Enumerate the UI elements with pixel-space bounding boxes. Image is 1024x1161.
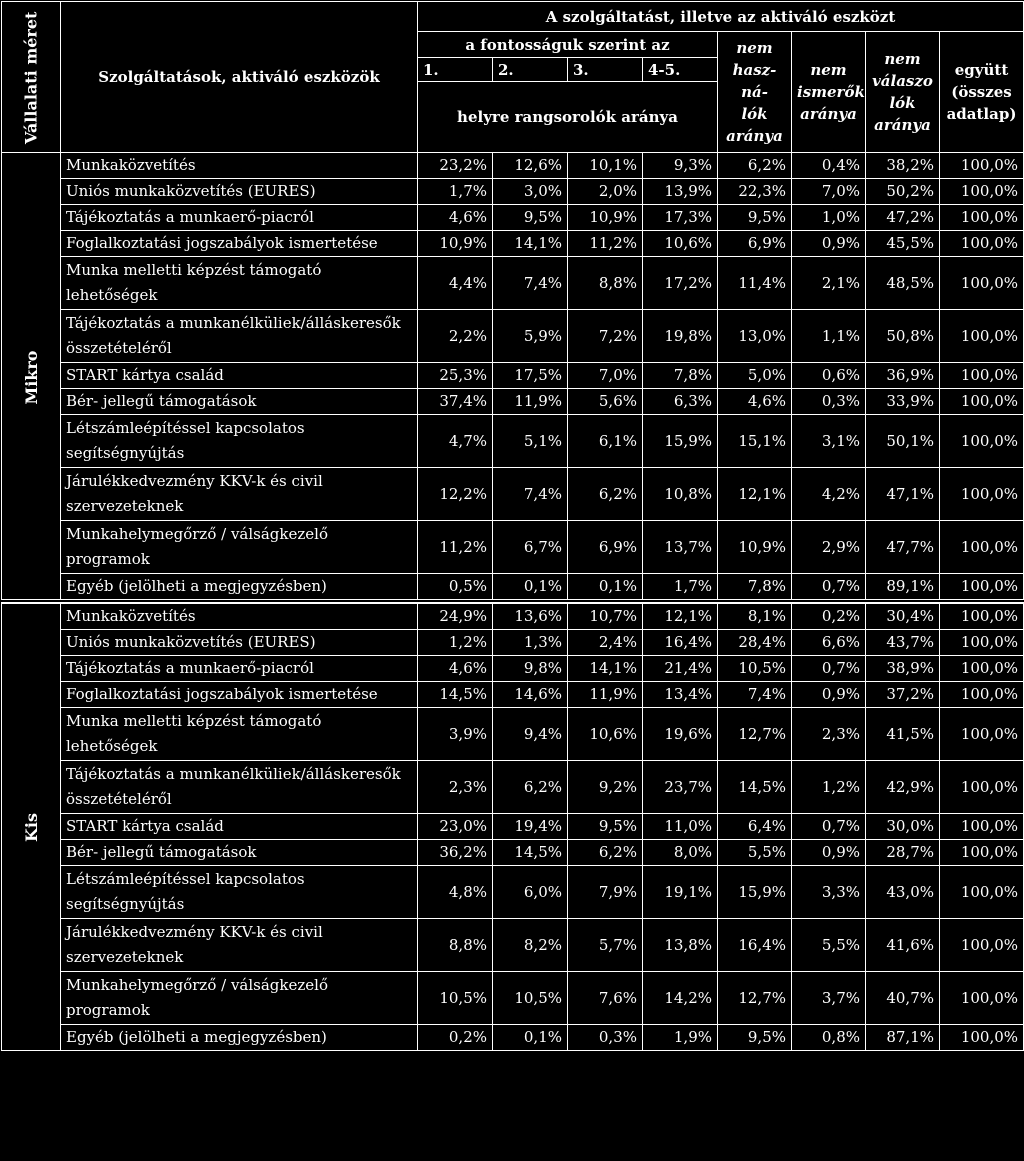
value-cell: 11,2% <box>418 521 493 574</box>
value-cell: 6,2% <box>493 761 568 814</box>
value-cell: 42,9% <box>866 761 940 814</box>
table-row <box>2 840 1024 866</box>
value-cell: 40,7% <box>866 972 940 1025</box>
value-cell: 3,3% <box>792 866 866 919</box>
value-cell: 100,0% <box>940 231 1024 257</box>
value-cell: 7,8% <box>643 363 718 389</box>
value-cell: 33,9% <box>866 389 940 415</box>
value-cell: 0,5% <box>418 574 493 602</box>
service-label: Munka melletti képzést támogató lehetőségek <box>61 708 418 761</box>
value-cell: 7,2% <box>568 310 643 363</box>
table-row <box>2 761 1024 814</box>
table-row <box>2 919 1024 972</box>
value-cell: 23,0% <box>418 814 493 840</box>
value-cell: 2,0% <box>568 179 643 205</box>
value-cell: 9,8% <box>493 656 568 682</box>
value-cell: 2,3% <box>418 761 493 814</box>
table-row <box>2 972 1024 1025</box>
rank-share-header: helyre rangsorolók aránya <box>418 82 718 153</box>
value-cell: 100,0% <box>940 840 1024 866</box>
value-cell: 0,3% <box>568 1025 643 1051</box>
service-label: Munkahelymegőrző / válságkezelő programok <box>61 521 418 574</box>
value-cell: 14,6% <box>493 682 568 708</box>
value-cell: 38,2% <box>866 153 940 179</box>
value-cell: 5,5% <box>792 919 866 972</box>
service-label: Uniós munkaközvetítés (EURES) <box>61 179 418 205</box>
table-row <box>2 153 1024 179</box>
value-cell: 6,4% <box>718 814 792 840</box>
value-cell: 36,2% <box>418 840 493 866</box>
value-cell: 8,1% <box>718 604 792 630</box>
value-cell: 100,0% <box>940 1025 1024 1051</box>
value-cell: 100,0% <box>940 521 1024 574</box>
value-cell: 3,0% <box>493 179 568 205</box>
value-cell: 3,9% <box>418 708 493 761</box>
value-cell: 17,3% <box>643 205 718 231</box>
value-cell: 15,1% <box>718 415 792 468</box>
value-cell: 0,6% <box>792 363 866 389</box>
value-cell: 13,8% <box>643 919 718 972</box>
table-row <box>2 179 1024 205</box>
value-cell: 13,7% <box>643 521 718 574</box>
value-cell: 100,0% <box>940 363 1024 389</box>
value-cell: 47,2% <box>866 205 940 231</box>
value-cell: 0,9% <box>792 231 866 257</box>
value-cell: 10,7% <box>568 604 643 630</box>
table-row <box>2 866 1024 919</box>
table-row <box>2 257 1024 310</box>
value-cell: 3,1% <box>792 415 866 468</box>
value-cell: 28,4% <box>718 630 792 656</box>
value-cell: 100,0% <box>940 630 1024 656</box>
value-cell: 7,8% <box>718 574 792 602</box>
value-cell: 11,9% <box>568 682 643 708</box>
value-cell: 100,0% <box>940 205 1024 231</box>
value-cell: 10,8% <box>643 468 718 521</box>
value-cell: 6,6% <box>792 630 866 656</box>
table-body <box>2 153 1024 1051</box>
value-cell: 16,4% <box>718 919 792 972</box>
value-cell: 17,2% <box>643 257 718 310</box>
value-cell: 11,2% <box>568 231 643 257</box>
value-cell: 100,0% <box>940 972 1024 1025</box>
table-row <box>2 205 1024 231</box>
value-cell: 13,4% <box>643 682 718 708</box>
value-cell: 6,9% <box>568 521 643 574</box>
value-cell: 2,1% <box>792 257 866 310</box>
value-cell: 2,4% <box>568 630 643 656</box>
value-cell: 2,3% <box>792 708 866 761</box>
value-cell: 7,0% <box>568 363 643 389</box>
size-column-header: Vállalati méret <box>2 2 61 153</box>
value-cell: 6,2% <box>568 840 643 866</box>
value-cell: 5,5% <box>718 840 792 866</box>
value-cell: 0,1% <box>493 574 568 602</box>
value-cell: 4,6% <box>718 389 792 415</box>
value-cell: 19,6% <box>643 708 718 761</box>
service-label: Tájékoztatás a munkaerő-piacról <box>61 656 418 682</box>
value-cell: 10,5% <box>718 656 792 682</box>
value-cell: 10,1% <box>568 153 643 179</box>
value-cell: 9,5% <box>718 205 792 231</box>
value-cell: 100,0% <box>940 682 1024 708</box>
value-cell: 100,0% <box>940 708 1024 761</box>
value-cell: 12,6% <box>493 153 568 179</box>
value-cell: 24,9% <box>418 604 493 630</box>
table-row <box>2 389 1024 415</box>
value-cell: 13,6% <box>493 604 568 630</box>
table-row <box>2 656 1024 682</box>
value-cell: 100,0% <box>940 814 1024 840</box>
value-cell: 4,8% <box>418 866 493 919</box>
rank-1-header: 1. <box>418 58 493 82</box>
importance-header: a fontosságuk szerint az <box>418 32 718 58</box>
value-cell: 6,0% <box>493 866 568 919</box>
total-header: együtt (összes adatlap) <box>940 32 1024 153</box>
table-row <box>2 574 1024 602</box>
value-cell: 9,5% <box>493 205 568 231</box>
services-table <box>1 1 1024 1051</box>
value-cell: 0,7% <box>792 814 866 840</box>
value-cell: 11,9% <box>493 389 568 415</box>
value-cell: 2,2% <box>418 310 493 363</box>
service-label: Egyéb (jelölheti a megjegyzésben) <box>61 1025 418 1051</box>
value-cell: 14,5% <box>493 840 568 866</box>
not-knowing-header: nem ismerők aránya <box>792 32 866 153</box>
value-cell: 48,5% <box>866 257 940 310</box>
value-cell: 14,1% <box>568 656 643 682</box>
value-cell: 19,1% <box>643 866 718 919</box>
value-cell: 89,1% <box>866 574 940 602</box>
value-cell: 12,1% <box>718 468 792 521</box>
value-cell: 5,6% <box>568 389 643 415</box>
value-cell: 7,4% <box>493 257 568 310</box>
value-cell: 45,5% <box>866 231 940 257</box>
service-label: Létszámleépítéssel kapcsolatos segítségnyújtás <box>61 415 418 468</box>
value-cell: 8,0% <box>643 840 718 866</box>
value-cell: 9,4% <box>493 708 568 761</box>
value-cell: 10,9% <box>418 231 493 257</box>
value-cell: 5,9% <box>493 310 568 363</box>
service-label: Foglalkoztatási jogszabályok ismertetése <box>61 682 418 708</box>
value-cell: 6,7% <box>493 521 568 574</box>
value-cell: 36,9% <box>866 363 940 389</box>
size-group-label: Kis <box>2 604 61 1051</box>
table-row <box>2 521 1024 574</box>
value-cell: 87,1% <box>866 1025 940 1051</box>
value-cell: 16,4% <box>643 630 718 656</box>
value-cell: 14,5% <box>418 682 493 708</box>
service-label: Foglalkoztatási jogszabályok ismertetése <box>61 231 418 257</box>
table-row <box>2 604 1024 630</box>
value-cell: 1,0% <box>792 205 866 231</box>
value-cell: 41,5% <box>866 708 940 761</box>
value-cell: 17,5% <box>493 363 568 389</box>
value-cell: 1,2% <box>418 630 493 656</box>
service-label: Munka melletti képzést támogató lehetőségek <box>61 257 418 310</box>
value-cell: 1,9% <box>643 1025 718 1051</box>
table-row <box>2 363 1024 389</box>
service-label: Létszámleépítéssel kapcsolatos segítségnyújtás <box>61 866 418 919</box>
table-row <box>2 310 1024 363</box>
value-cell: 100,0% <box>940 310 1024 363</box>
service-label: Tájékoztatás a munkanélküliek/álláskeresők összetételéről <box>61 310 418 363</box>
value-cell: 38,9% <box>866 656 940 682</box>
value-cell: 9,5% <box>568 814 643 840</box>
value-cell: 19,4% <box>493 814 568 840</box>
value-cell: 0,9% <box>792 682 866 708</box>
value-cell: 1,3% <box>493 630 568 656</box>
value-cell: 13,9% <box>643 179 718 205</box>
value-cell: 100,0% <box>940 468 1024 521</box>
table-row <box>2 708 1024 761</box>
value-cell: 12,7% <box>718 972 792 1025</box>
value-cell: 4,6% <box>418 656 493 682</box>
value-cell: 21,4% <box>643 656 718 682</box>
value-cell: 3,7% <box>792 972 866 1025</box>
value-cell: 7,4% <box>493 468 568 521</box>
value-cell: 23,7% <box>643 761 718 814</box>
value-cell: 47,7% <box>866 521 940 574</box>
service-label: Munkaközvetítés <box>61 153 418 179</box>
value-cell: 0,8% <box>792 1025 866 1051</box>
value-cell: 10,5% <box>493 972 568 1025</box>
value-cell: 12,2% <box>418 468 493 521</box>
no-answer-header: nem válaszo lók aránya <box>866 32 940 153</box>
service-label: Munkahelymegőrző / válságkezelő programok <box>61 972 418 1025</box>
value-cell: 11,0% <box>643 814 718 840</box>
size-group-label: Mikro <box>2 153 61 602</box>
value-cell: 15,9% <box>718 866 792 919</box>
value-cell: 12,7% <box>718 708 792 761</box>
value-cell: 100,0% <box>940 574 1024 602</box>
value-cell: 1,7% <box>418 179 493 205</box>
value-cell: 8,8% <box>418 919 493 972</box>
value-cell: 14,5% <box>718 761 792 814</box>
value-cell: 50,1% <box>866 415 940 468</box>
value-cell: 5,0% <box>718 363 792 389</box>
service-label: Uniós munkaközvetítés (EURES) <box>61 630 418 656</box>
top-header: A szolgáltatást, illetve az aktiváló eszközt <box>418 2 1024 32</box>
rank-2-header: 2. <box>493 58 568 82</box>
value-cell: 6,1% <box>568 415 643 468</box>
service-label: Bér- jellegű támogatások <box>61 840 418 866</box>
value-cell: 5,7% <box>568 919 643 972</box>
value-cell: 10,6% <box>568 708 643 761</box>
value-cell: 30,4% <box>866 604 940 630</box>
value-cell: 12,1% <box>643 604 718 630</box>
value-cell: 0,2% <box>418 1025 493 1051</box>
value-cell: 10,5% <box>418 972 493 1025</box>
value-cell: 47,1% <box>866 468 940 521</box>
rank-3-header: 3. <box>568 58 643 82</box>
value-cell: 0,2% <box>792 604 866 630</box>
service-label: Munkaközvetítés <box>61 604 418 630</box>
table-row <box>2 468 1024 521</box>
value-cell: 23,2% <box>418 153 493 179</box>
value-cell: 0,1% <box>568 574 643 602</box>
service-label: Egyéb (jelölheti a megjegyzésben) <box>61 574 418 602</box>
value-cell: 13,0% <box>718 310 792 363</box>
value-cell: 43,7% <box>866 630 940 656</box>
value-cell: 0,9% <box>792 840 866 866</box>
service-label: Járulékkedvezmény KKV-k és civil szervezeteknek <box>61 919 418 972</box>
rank-4-5-header: 4-5. <box>643 58 718 82</box>
value-cell: 9,2% <box>568 761 643 814</box>
table-row <box>2 814 1024 840</box>
value-cell: 22,3% <box>718 179 792 205</box>
value-cell: 100,0% <box>940 604 1024 630</box>
value-cell: 100,0% <box>940 656 1024 682</box>
value-cell: 43,0% <box>866 866 940 919</box>
value-cell: 19,8% <box>643 310 718 363</box>
value-cell: 4,4% <box>418 257 493 310</box>
value-cell: 4,7% <box>418 415 493 468</box>
table-row <box>2 630 1024 656</box>
value-cell: 100,0% <box>940 919 1024 972</box>
not-using-header: nem haszná- lók aránya <box>718 32 792 153</box>
value-cell: 7,9% <box>568 866 643 919</box>
service-label: Tájékoztatás a munkanélküliek/álláskeresők összetételéről <box>61 761 418 814</box>
value-cell: 10,6% <box>643 231 718 257</box>
value-cell: 10,9% <box>568 205 643 231</box>
value-cell: 50,8% <box>866 310 940 363</box>
value-cell: 8,2% <box>493 919 568 972</box>
value-cell: 10,9% <box>718 521 792 574</box>
value-cell: 100,0% <box>940 761 1024 814</box>
value-cell: 100,0% <box>940 866 1024 919</box>
value-cell: 100,0% <box>940 415 1024 468</box>
value-cell: 14,1% <box>493 231 568 257</box>
service-label: Járulékkedvezmény KKV-k és civil szervezeteknek <box>61 468 418 521</box>
table-row <box>2 1025 1024 1051</box>
value-cell: 28,7% <box>866 840 940 866</box>
value-cell: 0,1% <box>493 1025 568 1051</box>
value-cell: 0,7% <box>792 574 866 602</box>
value-cell: 11,4% <box>718 257 792 310</box>
value-cell: 1,7% <box>643 574 718 602</box>
value-cell: 100,0% <box>940 179 1024 205</box>
value-cell: 7,4% <box>718 682 792 708</box>
value-cell: 6,2% <box>568 468 643 521</box>
value-cell: 50,2% <box>866 179 940 205</box>
table-row <box>2 682 1024 708</box>
value-cell: 100,0% <box>940 257 1024 310</box>
value-cell: 1,1% <box>792 310 866 363</box>
value-cell: 37,4% <box>418 389 493 415</box>
service-label: START kártya család <box>61 814 418 840</box>
value-cell: 15,9% <box>643 415 718 468</box>
value-cell: 25,3% <box>418 363 493 389</box>
service-column-header: Szolgáltatások, aktiváló eszközök <box>61 2 418 153</box>
table-row <box>2 231 1024 257</box>
value-cell: 0,3% <box>792 389 866 415</box>
value-cell: 4,6% <box>418 205 493 231</box>
table-row <box>2 415 1024 468</box>
value-cell: 4,2% <box>792 468 866 521</box>
value-cell: 7,6% <box>568 972 643 1025</box>
value-cell: 0,4% <box>792 153 866 179</box>
value-cell: 1,2% <box>792 761 866 814</box>
value-cell: 0,7% <box>792 656 866 682</box>
table-header <box>2 2 1024 153</box>
service-label: Bér- jellegű támogatások <box>61 389 418 415</box>
value-cell: 30,0% <box>866 814 940 840</box>
value-cell: 14,2% <box>643 972 718 1025</box>
value-cell: 9,3% <box>643 153 718 179</box>
value-cell: 6,2% <box>718 153 792 179</box>
value-cell: 100,0% <box>940 389 1024 415</box>
value-cell: 6,3% <box>643 389 718 415</box>
value-cell: 6,9% <box>718 231 792 257</box>
value-cell: 9,5% <box>718 1025 792 1051</box>
value-cell: 41,6% <box>866 919 940 972</box>
value-cell: 8,8% <box>568 257 643 310</box>
value-cell: 2,9% <box>792 521 866 574</box>
value-cell: 37,2% <box>866 682 940 708</box>
service-label: Tájékoztatás a munkaerő-piacról <box>61 205 418 231</box>
value-cell: 7,0% <box>792 179 866 205</box>
value-cell: 5,1% <box>493 415 568 468</box>
service-label: START kártya család <box>61 363 418 389</box>
value-cell: 100,0% <box>940 153 1024 179</box>
